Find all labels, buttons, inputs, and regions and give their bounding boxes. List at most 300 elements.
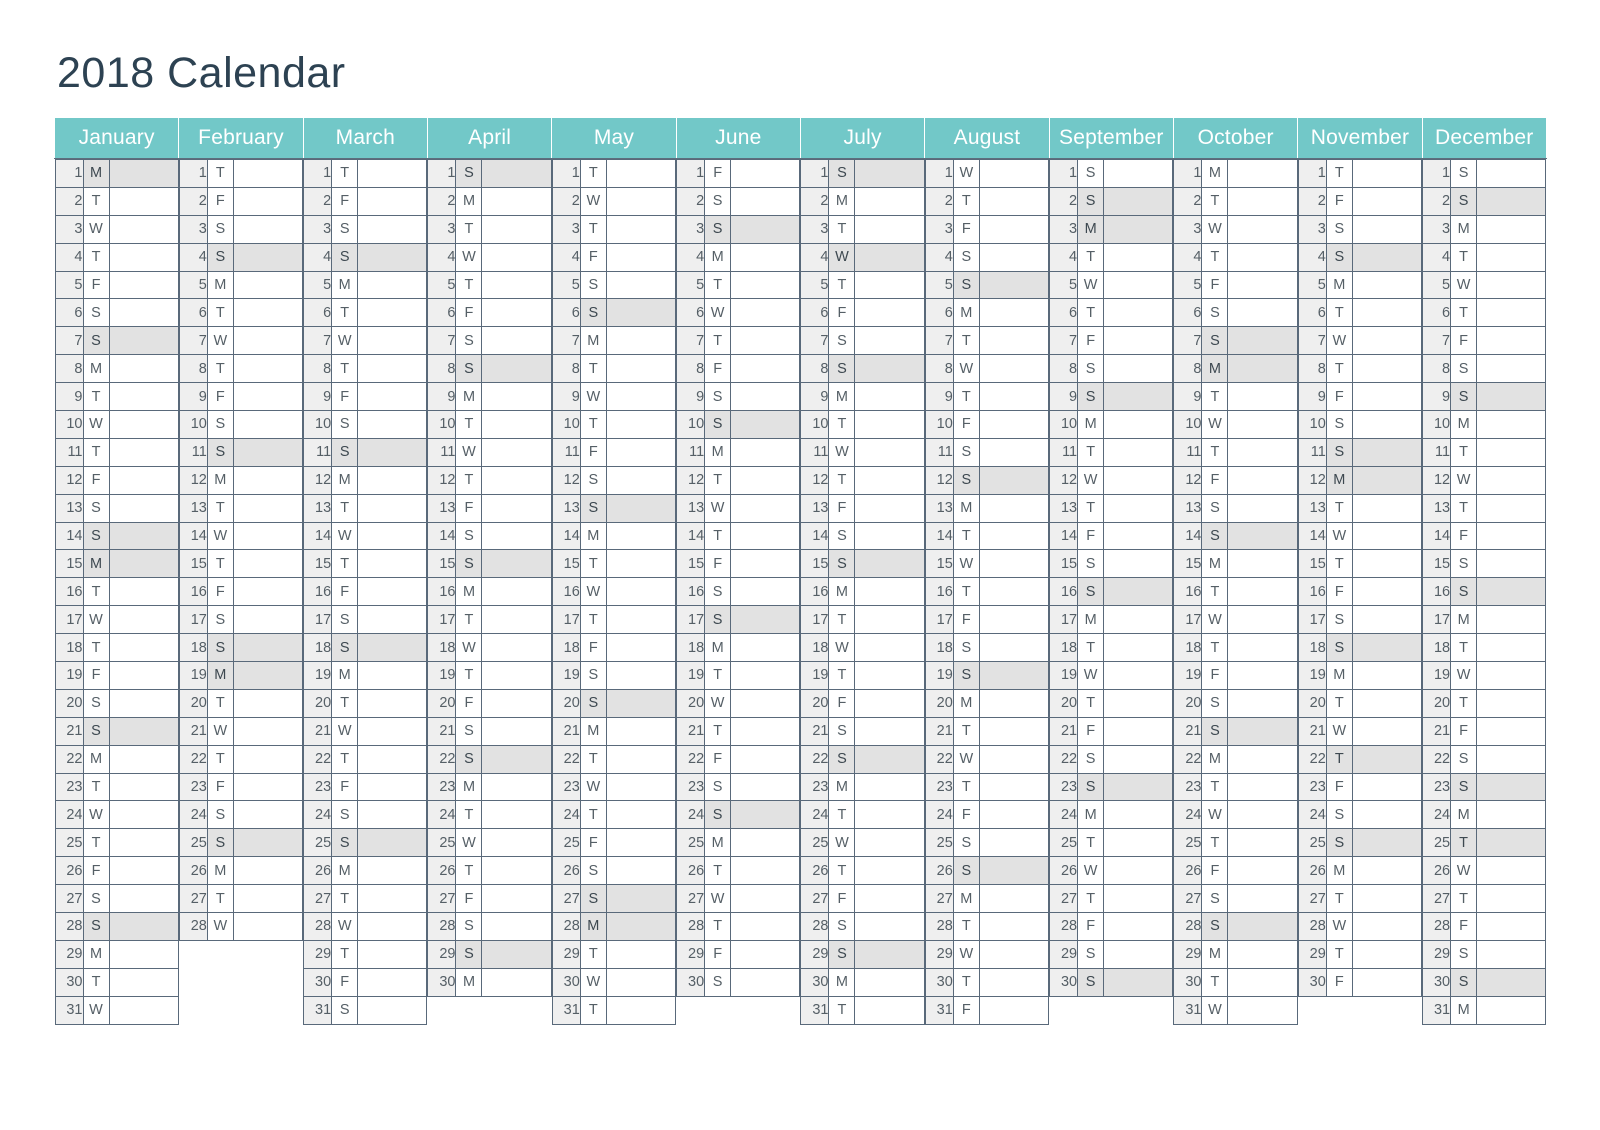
day-note-field[interactable]: [855, 634, 924, 662]
day-note-field[interactable]: [1477, 522, 1546, 550]
day-note-field[interactable]: [482, 355, 551, 383]
day-note-field[interactable]: [109, 327, 178, 355]
day-note-field[interactable]: [855, 411, 924, 439]
day-note-field[interactable]: [979, 187, 1048, 215]
day-note-field[interactable]: [1104, 271, 1173, 299]
day-note-field[interactable]: [606, 550, 675, 578]
day-note-field[interactable]: [233, 494, 302, 522]
day-note-field[interactable]: [855, 913, 924, 941]
day-note-field[interactable]: [233, 438, 302, 466]
day-note-field[interactable]: [606, 745, 675, 773]
day-note-field[interactable]: [482, 522, 551, 550]
day-note-field[interactable]: [731, 187, 800, 215]
day-note-field[interactable]: [979, 913, 1048, 941]
day-note-field[interactable]: [358, 466, 427, 494]
day-note-field[interactable]: [109, 745, 178, 773]
day-note-field[interactable]: [358, 829, 427, 857]
day-note-field[interactable]: [1477, 829, 1546, 857]
day-note-field[interactable]: [1352, 160, 1421, 188]
day-note-field[interactable]: [979, 606, 1048, 634]
day-note-field[interactable]: [606, 299, 675, 327]
day-note-field[interactable]: [979, 243, 1048, 271]
day-note-field[interactable]: [1104, 968, 1173, 996]
day-note-field[interactable]: [855, 494, 924, 522]
day-note-field[interactable]: [1228, 438, 1297, 466]
day-note-field[interactable]: [1104, 215, 1173, 243]
day-note-field[interactable]: [1352, 968, 1421, 996]
day-note-field[interactable]: [482, 383, 551, 411]
day-note-field[interactable]: [979, 634, 1048, 662]
day-note-field[interactable]: [482, 466, 551, 494]
day-note-field[interactable]: [1104, 327, 1173, 355]
day-note-field[interactable]: [482, 243, 551, 271]
day-note-field[interactable]: [109, 996, 178, 1024]
day-note-field[interactable]: [979, 968, 1048, 996]
day-note-field[interactable]: [731, 522, 800, 550]
day-note-field[interactable]: [606, 717, 675, 745]
day-note-field[interactable]: [855, 801, 924, 829]
day-note-field[interactable]: [233, 801, 302, 829]
day-note-field[interactable]: [731, 299, 800, 327]
day-note-field[interactable]: [606, 606, 675, 634]
day-note-field[interactable]: [1228, 773, 1297, 801]
day-note-field[interactable]: [606, 913, 675, 941]
day-note-field[interactable]: [1477, 243, 1546, 271]
day-note-field[interactable]: [482, 968, 551, 996]
day-note-field[interactable]: [979, 829, 1048, 857]
day-note-field[interactable]: [1104, 745, 1173, 773]
day-note-field[interactable]: [855, 578, 924, 606]
day-note-field[interactable]: [1228, 745, 1297, 773]
day-note-field[interactable]: [358, 383, 427, 411]
day-note-field[interactable]: [482, 829, 551, 857]
day-note-field[interactable]: [233, 550, 302, 578]
day-note-field[interactable]: [731, 438, 800, 466]
day-note-field[interactable]: [1352, 717, 1421, 745]
day-note-field[interactable]: [109, 187, 178, 215]
day-note-field[interactable]: [731, 243, 800, 271]
day-note-field[interactable]: [1228, 243, 1297, 271]
day-note-field[interactable]: [1104, 187, 1173, 215]
day-note-field[interactable]: [482, 913, 551, 941]
day-note-field[interactable]: [731, 550, 800, 578]
day-note-field[interactable]: [979, 327, 1048, 355]
day-note-field[interactable]: [1352, 662, 1421, 690]
day-note-field[interactable]: [731, 885, 800, 913]
day-note-field[interactable]: [109, 466, 178, 494]
day-note-field[interactable]: [979, 885, 1048, 913]
day-note-field[interactable]: [358, 773, 427, 801]
day-note-field[interactable]: [109, 913, 178, 941]
day-note-field[interactable]: [1477, 745, 1546, 773]
day-note-field[interactable]: [731, 717, 800, 745]
day-note-field[interactable]: [482, 857, 551, 885]
day-note-field[interactable]: [358, 745, 427, 773]
day-note-field[interactable]: [855, 996, 924, 1024]
day-note-field[interactable]: [233, 913, 302, 941]
day-note-field[interactable]: [855, 160, 924, 188]
day-note-field[interactable]: [606, 968, 675, 996]
day-note-field[interactable]: [482, 438, 551, 466]
day-note-field[interactable]: [233, 160, 302, 188]
day-note-field[interactable]: [482, 299, 551, 327]
day-note-field[interactable]: [606, 801, 675, 829]
day-note-field[interactable]: [233, 215, 302, 243]
day-note-field[interactable]: [979, 801, 1048, 829]
day-note-field[interactable]: [606, 773, 675, 801]
day-note-field[interactable]: [1352, 913, 1421, 941]
day-note-field[interactable]: [1104, 885, 1173, 913]
day-note-field[interactable]: [606, 187, 675, 215]
day-note-field[interactable]: [482, 745, 551, 773]
day-note-field[interactable]: [731, 215, 800, 243]
day-note-field[interactable]: [358, 578, 427, 606]
day-note-field[interactable]: [1352, 243, 1421, 271]
day-note-field[interactable]: [1352, 271, 1421, 299]
day-note-field[interactable]: [1477, 578, 1546, 606]
day-note-field[interactable]: [1104, 550, 1173, 578]
day-note-field[interactable]: [1104, 913, 1173, 941]
day-note-field[interactable]: [233, 634, 302, 662]
day-note-field[interactable]: [855, 940, 924, 968]
day-note-field[interactable]: [109, 578, 178, 606]
day-note-field[interactable]: [855, 187, 924, 215]
day-note-field[interactable]: [731, 773, 800, 801]
day-note-field[interactable]: [233, 243, 302, 271]
day-note-field[interactable]: [1352, 494, 1421, 522]
day-note-field[interactable]: [482, 717, 551, 745]
day-note-field[interactable]: [855, 857, 924, 885]
day-note-field[interactable]: [109, 885, 178, 913]
day-note-field[interactable]: [1352, 438, 1421, 466]
day-note-field[interactable]: [606, 411, 675, 439]
day-note-field[interactable]: [1477, 438, 1546, 466]
day-note-field[interactable]: [1477, 383, 1546, 411]
day-note-field[interactable]: [109, 662, 178, 690]
day-note-field[interactable]: [855, 215, 924, 243]
day-note-field[interactable]: [358, 550, 427, 578]
day-note-field[interactable]: [1352, 187, 1421, 215]
day-note-field[interactable]: [1352, 578, 1421, 606]
day-note-field[interactable]: [1352, 885, 1421, 913]
day-note-field[interactable]: [731, 662, 800, 690]
day-note-field[interactable]: [606, 689, 675, 717]
day-note-field[interactable]: [855, 327, 924, 355]
day-note-field[interactable]: [233, 271, 302, 299]
day-note-field[interactable]: [606, 160, 675, 188]
day-note-field[interactable]: [482, 160, 551, 188]
day-note-field[interactable]: [1228, 717, 1297, 745]
day-note-field[interactable]: [482, 662, 551, 690]
day-note-field[interactable]: [358, 438, 427, 466]
day-note-field[interactable]: [358, 411, 427, 439]
day-note-field[interactable]: [482, 773, 551, 801]
day-note-field[interactable]: [1228, 829, 1297, 857]
day-note-field[interactable]: [358, 606, 427, 634]
day-note-field[interactable]: [1104, 411, 1173, 439]
day-note-field[interactable]: [1104, 829, 1173, 857]
day-note-field[interactable]: [606, 885, 675, 913]
day-note-field[interactable]: [979, 494, 1048, 522]
day-note-field[interactable]: [1477, 187, 1546, 215]
day-note-field[interactable]: [979, 522, 1048, 550]
day-note-field[interactable]: [1477, 801, 1546, 829]
day-note-field[interactable]: [606, 215, 675, 243]
day-note-field[interactable]: [979, 438, 1048, 466]
day-note-field[interactable]: [1352, 745, 1421, 773]
day-note-field[interactable]: [482, 885, 551, 913]
day-note-field[interactable]: [1477, 411, 1546, 439]
day-note-field[interactable]: [358, 717, 427, 745]
day-note-field[interactable]: [233, 327, 302, 355]
day-note-field[interactable]: [855, 606, 924, 634]
day-note-field[interactable]: [358, 355, 427, 383]
day-note-field[interactable]: [606, 438, 675, 466]
day-note-field[interactable]: [855, 829, 924, 857]
day-note-field[interactable]: [233, 383, 302, 411]
day-note-field[interactable]: [1228, 383, 1297, 411]
day-note-field[interactable]: [606, 578, 675, 606]
day-note-field[interactable]: [358, 243, 427, 271]
day-note-field[interactable]: [1352, 522, 1421, 550]
day-note-field[interactable]: [1228, 327, 1297, 355]
day-note-field[interactable]: [109, 717, 178, 745]
day-note-field[interactable]: [979, 996, 1048, 1024]
day-note-field[interactable]: [1104, 438, 1173, 466]
day-note-field[interactable]: [109, 271, 178, 299]
day-note-field[interactable]: [855, 662, 924, 690]
day-note-field[interactable]: [1228, 494, 1297, 522]
day-note-field[interactable]: [731, 383, 800, 411]
day-note-field[interactable]: [482, 215, 551, 243]
day-note-field[interactable]: [606, 355, 675, 383]
day-note-field[interactable]: [109, 299, 178, 327]
day-note-field[interactable]: [1477, 968, 1546, 996]
day-note-field[interactable]: [1228, 968, 1297, 996]
day-note-field[interactable]: [109, 494, 178, 522]
day-note-field[interactable]: [482, 187, 551, 215]
day-note-field[interactable]: [979, 578, 1048, 606]
day-note-field[interactable]: [1104, 522, 1173, 550]
day-note-field[interactable]: [233, 299, 302, 327]
day-note-field[interactable]: [358, 801, 427, 829]
day-note-field[interactable]: [731, 578, 800, 606]
day-note-field[interactable]: [482, 606, 551, 634]
day-note-field[interactable]: [979, 662, 1048, 690]
day-note-field[interactable]: [109, 801, 178, 829]
day-note-field[interactable]: [731, 606, 800, 634]
day-note-field[interactable]: [979, 271, 1048, 299]
day-note-field[interactable]: [1104, 717, 1173, 745]
day-note-field[interactable]: [1228, 522, 1297, 550]
day-note-field[interactable]: [358, 885, 427, 913]
day-note-field[interactable]: [233, 829, 302, 857]
day-note-field[interactable]: [1104, 383, 1173, 411]
day-note-field[interactable]: [979, 160, 1048, 188]
day-note-field[interactable]: [855, 550, 924, 578]
day-note-field[interactable]: [1228, 271, 1297, 299]
day-note-field[interactable]: [109, 438, 178, 466]
day-note-field[interactable]: [1104, 299, 1173, 327]
day-note-field[interactable]: [1352, 215, 1421, 243]
day-note-field[interactable]: [1104, 578, 1173, 606]
day-note-field[interactable]: [358, 271, 427, 299]
day-note-field[interactable]: [855, 243, 924, 271]
day-note-field[interactable]: [606, 662, 675, 690]
day-note-field[interactable]: [606, 494, 675, 522]
day-note-field[interactable]: [1104, 662, 1173, 690]
day-note-field[interactable]: [606, 243, 675, 271]
day-note-field[interactable]: [1352, 327, 1421, 355]
day-note-field[interactable]: [731, 634, 800, 662]
day-note-field[interactable]: [1477, 857, 1546, 885]
day-note-field[interactable]: [1228, 466, 1297, 494]
day-note-field[interactable]: [979, 689, 1048, 717]
day-note-field[interactable]: [979, 717, 1048, 745]
day-note-field[interactable]: [1477, 160, 1546, 188]
day-note-field[interactable]: [1104, 606, 1173, 634]
day-note-field[interactable]: [1228, 662, 1297, 690]
day-note-field[interactable]: [855, 717, 924, 745]
day-note-field[interactable]: [358, 327, 427, 355]
day-note-field[interactable]: [109, 773, 178, 801]
day-note-field[interactable]: [979, 355, 1048, 383]
day-note-field[interactable]: [233, 857, 302, 885]
day-note-field[interactable]: [979, 411, 1048, 439]
day-note-field[interactable]: [1228, 187, 1297, 215]
day-note-field[interactable]: [1477, 494, 1546, 522]
day-note-field[interactable]: [1477, 299, 1546, 327]
day-note-field[interactable]: [1104, 634, 1173, 662]
day-note-field[interactable]: [109, 829, 178, 857]
day-note-field[interactable]: [731, 160, 800, 188]
day-note-field[interactable]: [1477, 634, 1546, 662]
day-note-field[interactable]: [1228, 885, 1297, 913]
day-note-field[interactable]: [1352, 829, 1421, 857]
day-note-field[interactable]: [482, 411, 551, 439]
day-note-field[interactable]: [358, 996, 427, 1024]
day-note-field[interactable]: [358, 634, 427, 662]
day-note-field[interactable]: [109, 968, 178, 996]
day-note-field[interactable]: [109, 243, 178, 271]
day-note-field[interactable]: [1477, 466, 1546, 494]
day-note-field[interactable]: [358, 689, 427, 717]
day-note-field[interactable]: [358, 913, 427, 941]
day-note-field[interactable]: [606, 634, 675, 662]
day-note-field[interactable]: [1352, 940, 1421, 968]
day-note-field[interactable]: [109, 160, 178, 188]
day-note-field[interactable]: [1228, 215, 1297, 243]
day-note-field[interactable]: [855, 383, 924, 411]
day-note-field[interactable]: [233, 466, 302, 494]
day-note-field[interactable]: [855, 968, 924, 996]
day-note-field[interactable]: [979, 383, 1048, 411]
day-note-field[interactable]: [855, 689, 924, 717]
day-note-field[interactable]: [1352, 355, 1421, 383]
day-note-field[interactable]: [855, 745, 924, 773]
day-note-field[interactable]: [1104, 160, 1173, 188]
day-note-field[interactable]: [731, 411, 800, 439]
day-note-field[interactable]: [1477, 355, 1546, 383]
day-note-field[interactable]: [1228, 578, 1297, 606]
day-note-field[interactable]: [233, 717, 302, 745]
day-note-field[interactable]: [482, 494, 551, 522]
day-note-field[interactable]: [1352, 689, 1421, 717]
day-note-field[interactable]: [358, 522, 427, 550]
day-note-field[interactable]: [1477, 550, 1546, 578]
day-note-field[interactable]: [109, 940, 178, 968]
day-note-field[interactable]: [731, 327, 800, 355]
day-note-field[interactable]: [109, 634, 178, 662]
day-note-field[interactable]: [1352, 411, 1421, 439]
day-note-field[interactable]: [855, 299, 924, 327]
day-note-field[interactable]: [1352, 299, 1421, 327]
day-note-field[interactable]: [606, 383, 675, 411]
day-note-field[interactable]: [855, 355, 924, 383]
day-note-field[interactable]: [1477, 996, 1546, 1024]
day-note-field[interactable]: [233, 745, 302, 773]
day-note-field[interactable]: [731, 355, 800, 383]
day-note-field[interactable]: [1477, 885, 1546, 913]
day-note-field[interactable]: [1352, 606, 1421, 634]
day-note-field[interactable]: [606, 829, 675, 857]
day-note-field[interactable]: [358, 299, 427, 327]
day-note-field[interactable]: [1228, 801, 1297, 829]
day-note-field[interactable]: [1477, 717, 1546, 745]
day-note-field[interactable]: [358, 968, 427, 996]
day-note-field[interactable]: [1228, 411, 1297, 439]
day-note-field[interactable]: [358, 187, 427, 215]
day-note-field[interactable]: [855, 438, 924, 466]
day-note-field[interactable]: [731, 494, 800, 522]
day-note-field[interactable]: [358, 940, 427, 968]
day-note-field[interactable]: [1477, 773, 1546, 801]
day-note-field[interactable]: [233, 662, 302, 690]
day-note-field[interactable]: [855, 271, 924, 299]
day-note-field[interactable]: [358, 160, 427, 188]
day-note-field[interactable]: [109, 550, 178, 578]
day-note-field[interactable]: [233, 885, 302, 913]
day-note-field[interactable]: [1477, 689, 1546, 717]
day-note-field[interactable]: [1352, 773, 1421, 801]
day-note-field[interactable]: [233, 187, 302, 215]
day-note-field[interactable]: [606, 271, 675, 299]
day-note-field[interactable]: [233, 411, 302, 439]
day-note-field[interactable]: [109, 411, 178, 439]
day-note-field[interactable]: [358, 857, 427, 885]
day-note-field[interactable]: [109, 522, 178, 550]
day-note-field[interactable]: [1228, 634, 1297, 662]
day-note-field[interactable]: [1228, 940, 1297, 968]
day-note-field[interactable]: [979, 550, 1048, 578]
day-note-field[interactable]: [109, 689, 178, 717]
day-note-field[interactable]: [606, 522, 675, 550]
day-note-field[interactable]: [233, 578, 302, 606]
day-note-field[interactable]: [1477, 215, 1546, 243]
day-note-field[interactable]: [1228, 160, 1297, 188]
day-note-field[interactable]: [731, 857, 800, 885]
day-note-field[interactable]: [1477, 940, 1546, 968]
day-note-field[interactable]: [482, 940, 551, 968]
day-note-field[interactable]: [979, 773, 1048, 801]
day-note-field[interactable]: [1352, 801, 1421, 829]
day-note-field[interactable]: [1352, 383, 1421, 411]
day-note-field[interactable]: [482, 634, 551, 662]
day-note-field[interactable]: [1477, 662, 1546, 690]
day-note-field[interactable]: [1104, 466, 1173, 494]
day-note-field[interactable]: [109, 383, 178, 411]
day-note-field[interactable]: [731, 745, 800, 773]
